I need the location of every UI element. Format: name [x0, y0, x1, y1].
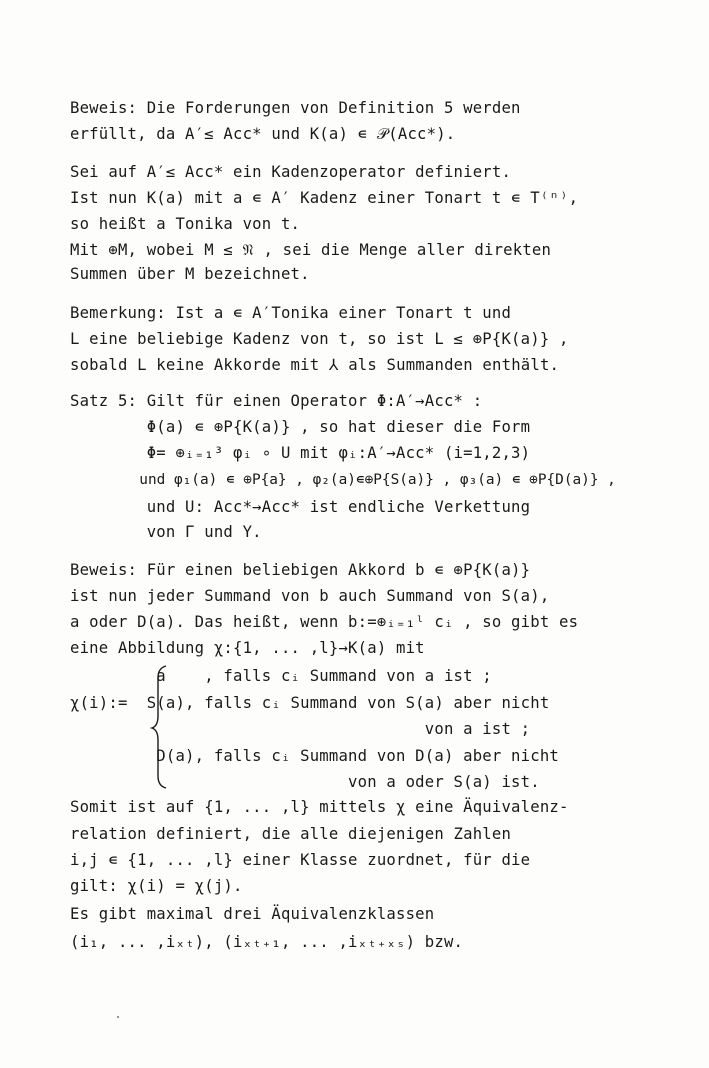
page-speck — [117, 1016, 119, 1018]
text-line-4: Ist nun K(a) mit a ∊ A′ Kadenz einer Tonart t ∊ T⁽ⁿ⁾, — [70, 189, 579, 207]
text-line-29: gilt: χ(i) = χ(j). — [70, 877, 243, 895]
text-line-5: so heißt a Tonika von t. — [70, 215, 301, 233]
text-line-21: a , falls cᵢ Summand von a ist ; — [70, 667, 492, 685]
text-line-13: Φ= ⊕ᵢ₌₁³ φᵢ ∘ U mit φᵢ:A′→Acc* (i=1,2,3) — [70, 444, 531, 462]
text-line-11: Satz 5: Gilt für einen Operator Φ:A′→Acc* : — [70, 392, 483, 410]
text-line-26: Somit ist auf {1, ... ,l} mittels χ eine Äquivalenz- — [70, 798, 569, 816]
text-line-30: Es gibt maximal drei Äquivalenzklassen — [70, 905, 435, 923]
text-line-24: D(a), falls cᵢ Summand von D(a) aber nicht — [70, 747, 559, 765]
text-line-9: L eine beliebige Kadenz von t, so ist L ≤ ⊕P{K(a)} , — [70, 330, 569, 348]
text-line-19: a oder D(a). Das heißt, wenn b:=⊕ᵢ₌₁ˡ cᵢ , so gibt es — [70, 613, 579, 631]
text-line-15: und U: Acc*→Acc* ist endliche Verkettung — [70, 498, 531, 516]
text-line-28: i,j ∊ {1, ... ,l} einer Klasse zuordnet, für die — [70, 851, 531, 869]
text-line-22: χ(i):= S(a), falls cᵢ Summand von S(a) aber nicht — [70, 694, 550, 712]
text-line-17: Beweis: Für einen beliebigen Akkord b ∊ ⊕P{K(a)} — [70, 561, 531, 579]
text-line-2: erfüllt, da A′≤ Acc* und K(a) ∊ 𝒫(Acc*). — [70, 125, 456, 143]
text-line-14: und φ₁(a) ∊ ⊕P{a} , φ₂(a)∊⊕P{S(a)} , φ₃(a) ∊ ⊕P{D(a)} , — [70, 472, 616, 488]
text-line-23: von a ist ; — [70, 720, 531, 738]
text-line-25: von a oder S(a) ist. — [70, 773, 540, 791]
text-line-8: Bemerkung: Ist a ∊ A′Tonika einer Tonart t und — [70, 304, 512, 322]
text-line-6: Mit ⊕M, wobei M ≤ 𝔑 , sei die Menge aller direkten — [70, 241, 552, 259]
case-brace — [150, 664, 170, 790]
text-line-31: (i₁, ... ,iₓₜ), (iₓₜ₊₁, ... ,iₓₜ₊ₓₛ) bzw. — [70, 933, 464, 951]
text-line-7: Summen über M bezeichnet. — [70, 265, 310, 283]
text-line-20: eine Abbildung χ:{1, ... ,l}→K(a) mit — [70, 639, 425, 657]
text-line-27: relation definiert, die alle diejenigen Zahlen — [70, 825, 512, 843]
text-line-16: von Γ und Υ. — [70, 523, 262, 541]
text-line-1: Beweis: Die Forderungen von Definition 5 werden — [70, 99, 521, 117]
text-line-10: sobald L keine Akkorde mit ⅄ als Summanden enthält. — [70, 356, 560, 374]
text-line-12: Φ(a) ∊ ⊕P{K(a)} , so hat dieser die Form — [70, 418, 531, 436]
text-line-18: ist nun jeder Summand von b auch Summand von S(a), — [70, 587, 550, 605]
text-line-3: Sei auf A′≤ Acc* ein Kadenzoperator definiert. — [70, 163, 512, 181]
